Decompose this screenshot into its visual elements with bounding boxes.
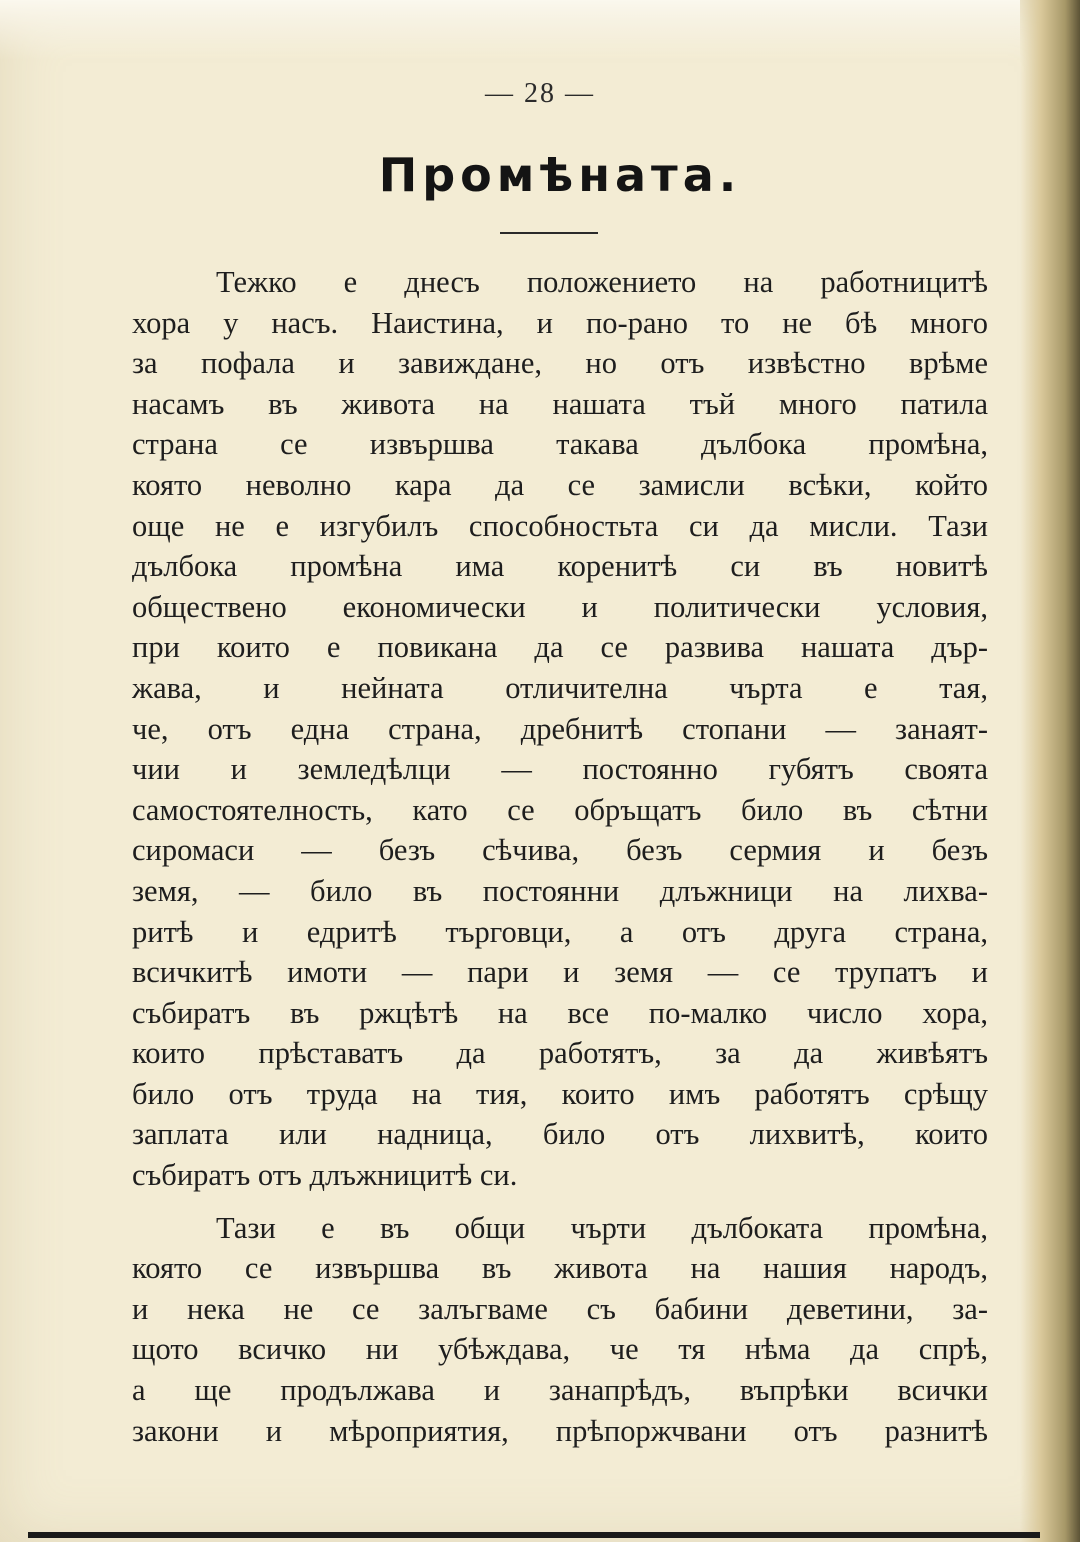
text-line: всичкитѣ имоти — пари и земя — се трупатъ и <box>132 955 988 990</box>
text-line: обществено економически и политически условия, <box>132 589 988 624</box>
paragraph-1 <box>132 262 988 1196</box>
text-line: закони и мѣроприятия, прѣпоржчвани отъ разнитѣ <box>132 1413 988 1448</box>
text-line: жава, и нейната отличителна чърта е тая, <box>132 670 988 705</box>
text-line: насамъ въ живота на нашата тъй много патила <box>132 386 988 421</box>
page-number: — 28 — <box>485 78 595 109</box>
text-line: земя, — било въ постоянни длъжници на лихва- <box>132 873 988 908</box>
chapter-title: Промѣната. <box>378 148 742 202</box>
text-line: при които е повикана да се развива нашата дър- <box>132 630 988 665</box>
paragraph-2 <box>132 1208 988 1452</box>
text-line: чии и земледѣлци — постоянно губятъ своята <box>132 752 988 787</box>
text-line: Тежко е днесъ положението на работницитѣ <box>216 265 988 299</box>
text-line: за пофала и завиждане, но отъ извѣстно врѣме <box>132 346 988 381</box>
text-line: събиратъ отъ длъжницитѣ си. <box>132 1158 518 1193</box>
text-line: щото всичко ни убѣждава, че тя нѣма да спрѣ, <box>132 1332 988 1367</box>
text-line: които прѣставатъ да работятъ, за да живѣятъ <box>132 1036 988 1071</box>
body-text <box>132 262 988 1451</box>
text-line: събиратъ въ ржцѣтѣ на все по-малко число хора, <box>132 995 988 1030</box>
text-line: още не е изгубилъ способностьта си да мисли. Тази <box>132 508 988 543</box>
bottom-edge-rule <box>28 1532 1040 1538</box>
title-divider <box>500 232 598 234</box>
spine-shadow <box>1020 0 1080 1542</box>
text-line: която неволно кара да се замисли всѣки, който <box>132 467 988 502</box>
text-line: било отъ труда на тия, които имъ работятъ срѣщу <box>132 1076 988 1111</box>
text-line: страна се извършва такава дълбока промѣна, <box>132 427 988 462</box>
top-margin <box>0 0 1020 60</box>
text-line: Тази е въ общи чърти дълбоката промѣна, <box>216 1210 988 1245</box>
text-line: дълбока промѣна има коренитѣ си въ новитѣ <box>132 549 988 584</box>
text-line: заплата или надница, било отъ лихвитѣ, които <box>132 1117 988 1152</box>
text-line: сиромаси — безъ сѣчива, безъ сермия и безъ <box>132 833 988 868</box>
text-line: която се извършва въ живота на нашия народъ, <box>132 1251 988 1286</box>
text-line: хора у насъ. Наистина, и по-рано то не бѣ много <box>132 305 988 340</box>
paragraph-gap <box>132 1196 988 1208</box>
text-line: че, отъ една страна, дребнитѣ стопани — занаят- <box>132 711 988 746</box>
text-line: и нека не се залъгваме съ бабини деветини, за- <box>132 1291 988 1326</box>
text-line: а ще продължава и занапрѣдъ, въпрѣки всички <box>132 1373 988 1408</box>
text-line: самостоятелность, като се обръщатъ било въ сѣтни <box>132 792 988 827</box>
text-line: ритѣ и едритѣ търговци, а отъ друга страна, <box>132 914 988 949</box>
